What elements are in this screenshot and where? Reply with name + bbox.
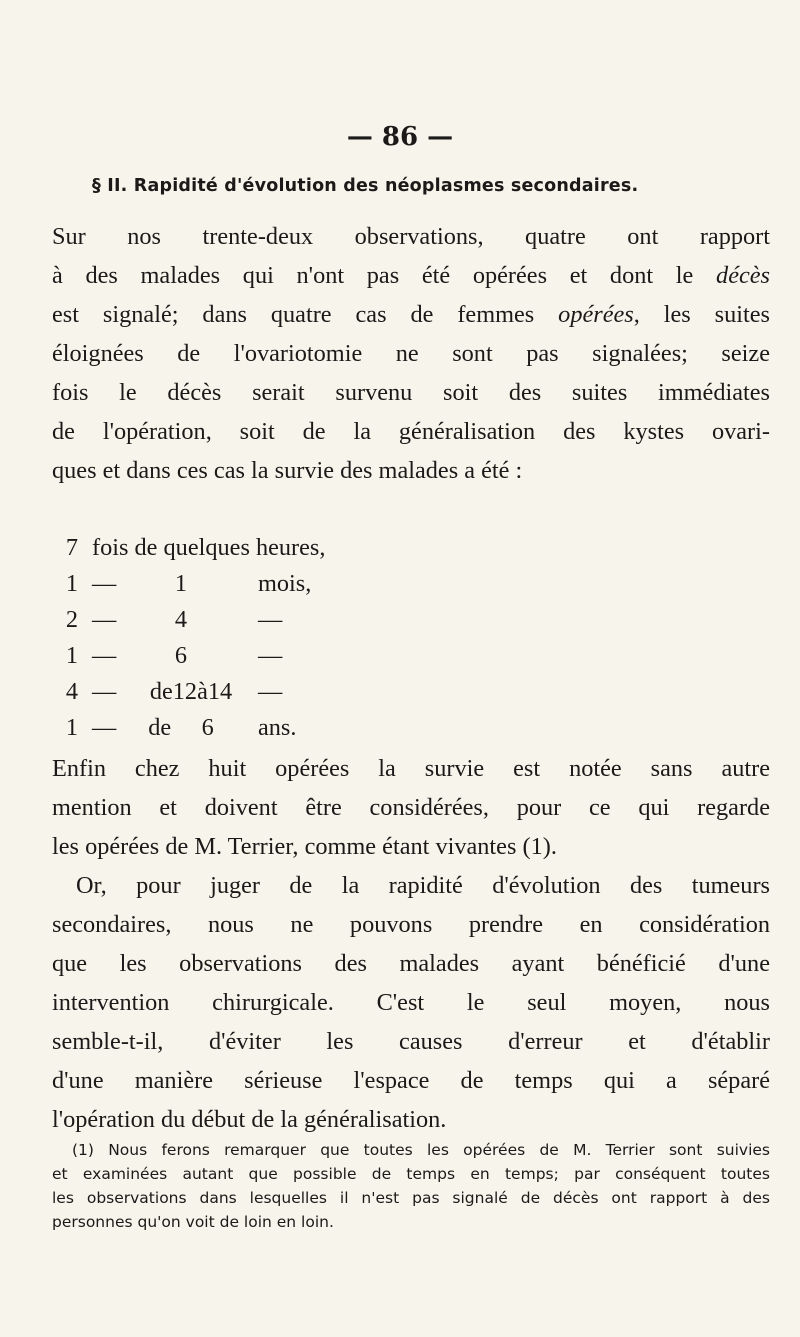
- survival-header-row: [60, 530, 420, 566]
- text-line: de l'opération, soit de la généralisation des kystes ovari-: [52, 418, 770, 445]
- footnote: [52, 1138, 770, 1234]
- survival-duration: de12à14: [149, 678, 233, 705]
- survival-duration: 1: [174, 570, 188, 597]
- survival-count: 1: [65, 714, 79, 741]
- survival-list: [60, 530, 420, 746]
- survival-dash: —: [92, 642, 117, 669]
- survival-row: [60, 710, 420, 746]
- survival-dash: —: [92, 570, 117, 597]
- text-line: mention et doivent être considérées, pour ce qui regarde: [52, 794, 770, 821]
- footnote-line: les observations dans lesquelles il n'est pas signalé de décès ont rapport à des: [52, 1189, 770, 1207]
- paragraph-2: [52, 749, 770, 1139]
- text-line: que les observations des malades ayant bénéficié d'une: [52, 950, 770, 977]
- survival-dash: —: [92, 606, 117, 633]
- survival-header-text: fois de quelques heures,: [92, 534, 326, 561]
- footnote-line: (1) Nous ferons remarquer que toutes les opérées de M. Terrier sont suivies: [72, 1141, 770, 1159]
- survival-row: [60, 566, 420, 602]
- text-line: est signalé; dans quatre cas de femmes opérées, les suites: [52, 301, 770, 328]
- section-title: § II. Rapidité d'évolution des néoplasmes secondaires.: [92, 176, 639, 196]
- survival-count: 1: [65, 642, 79, 669]
- text-line: Enfin chez huit opérées la survie est notée sans autre: [52, 755, 770, 782]
- text-line: intervention chirurgicale. C'est le seul moyen, nous: [52, 989, 770, 1016]
- survival-count: 1: [65, 570, 79, 597]
- text-line: éloignées de l'ovariotomie ne sont pas signalées; seize: [52, 340, 770, 367]
- survival-unit: —: [258, 606, 283, 633]
- survival-count: 2: [65, 606, 79, 633]
- text-line: Or, pour juger de la rapidité d'évolution des tumeurs: [76, 872, 770, 899]
- survival-row: [60, 602, 420, 638]
- text-line: les opérées de M. Terrier, comme étant vivantes (1).: [52, 833, 557, 860]
- text-line: ques et dans ces cas la survie des malades a été :: [52, 457, 523, 484]
- survival-count: 7: [65, 534, 79, 561]
- survival-duration: 6: [174, 642, 188, 669]
- survival-row: [60, 674, 420, 710]
- text-line: à des malades qui n'ont pas été opérées et dont le décès: [52, 262, 771, 289]
- text-line: Sur nos trente-deux observations, quatre ont rapport: [52, 223, 770, 250]
- text-line: fois le décès serait survenu soit des suites immédiates: [52, 379, 770, 406]
- footnote-line: personnes qu'on voit de loin en loin.: [52, 1213, 334, 1231]
- survival-duration: 4: [174, 606, 188, 633]
- text-line: semble-t-il, d'éviter les causes d'erreur et d'établir: [52, 1028, 770, 1055]
- survival-duration: de 6: [148, 714, 214, 741]
- survival-unit: —: [258, 678, 283, 705]
- survival-dash: —: [92, 678, 117, 705]
- text-line: l'opération du début de la généralisation.: [52, 1106, 447, 1133]
- survival-row: [60, 638, 420, 674]
- emphasis-deces: décès: [716, 262, 771, 289]
- page-number: — 86 —: [346, 122, 454, 152]
- survival-dash: —: [92, 714, 117, 741]
- text-line: secondaires, nous ne pouvons prendre en considération: [52, 911, 770, 938]
- text-line: d'une manière sérieuse l'espace de temps qui a séparé: [52, 1067, 770, 1094]
- survival-unit: ans.: [258, 714, 297, 741]
- survival-count: 4: [65, 678, 79, 705]
- survival-unit: —: [258, 642, 283, 669]
- paragraph-1: [52, 217, 770, 490]
- emphasis-operees: opérées: [558, 301, 634, 328]
- survival-unit: mois,: [258, 570, 312, 597]
- footnote-line: et examinées autant que possible de temps en temps; par conséquent toutes: [52, 1165, 770, 1183]
